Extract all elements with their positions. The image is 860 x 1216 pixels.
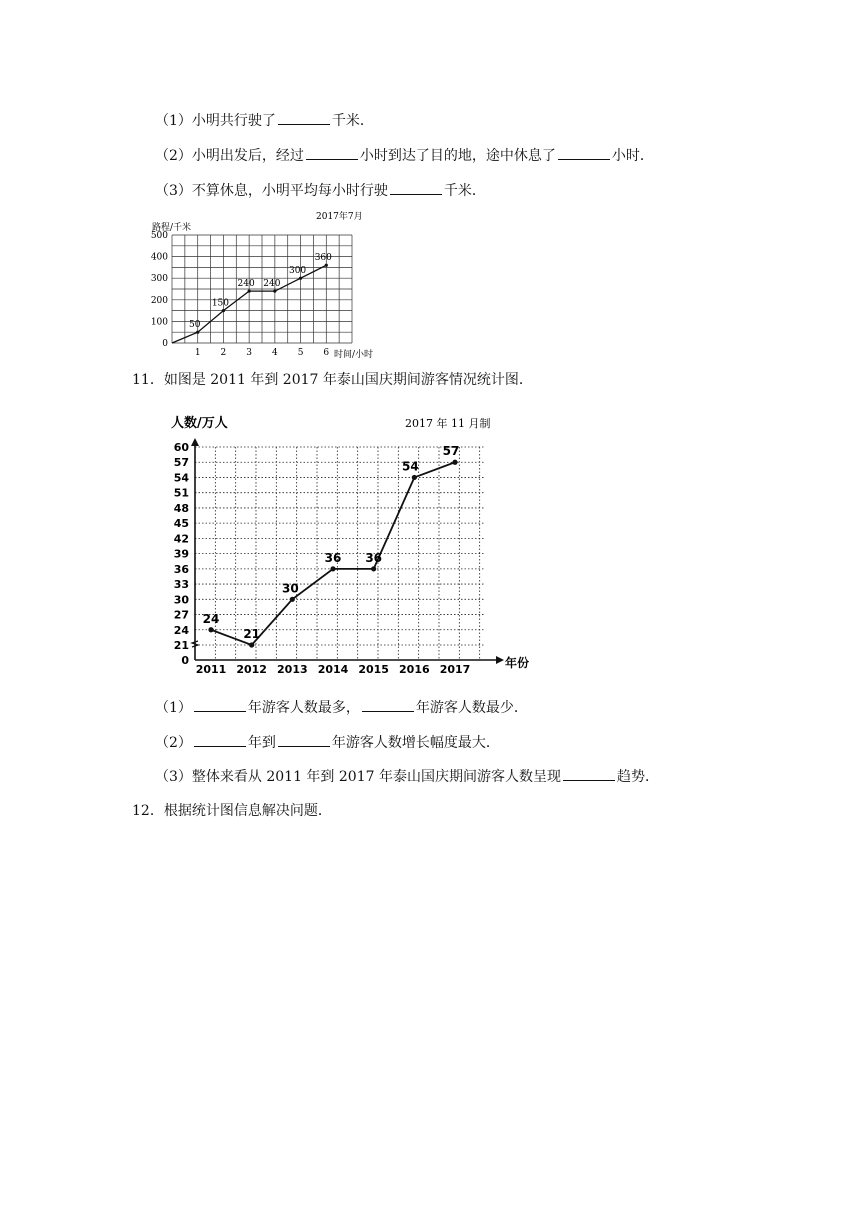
q10-sub2-text-c: 小时． — [611, 148, 654, 164]
q11-sub3-text-b: 趋势． — [616, 769, 659, 785]
y-tick-label: 60 — [173, 441, 189, 454]
data-point — [196, 331, 199, 334]
data-label: 50 — [188, 320, 201, 331]
data-point — [249, 642, 254, 647]
x-tick-label: 1 — [194, 348, 201, 358]
y-axis-arrow — [191, 438, 199, 446]
y-tick-label: 30 — [173, 593, 189, 607]
y-tick-label: 57 — [173, 456, 189, 470]
x-tick-label: 2011 — [195, 663, 227, 676]
x-tick-label: 2 — [220, 348, 227, 358]
q11-sub1-text-b: 年游客人数最多， — [247, 700, 360, 716]
q11-sub1-text-a: （1） — [155, 700, 192, 716]
answer-blank[interactable] — [194, 732, 246, 747]
chart-axes — [151, 231, 330, 358]
answer-blank[interactable] — [278, 732, 330, 747]
answer-blank[interactable] — [563, 766, 615, 781]
data-label: 150 — [211, 298, 230, 309]
data-label: 30 — [281, 581, 299, 596]
x-tick-label: 2015 — [358, 663, 389, 676]
x-tick-label: 5 — [297, 348, 304, 358]
q11-sub2-text-c: 年游客人数增长幅度最大． — [331, 735, 500, 751]
distance-time-chart — [140, 205, 380, 365]
y-tick-label: 33 — [173, 578, 189, 592]
x-tick-label: 2014 — [317, 663, 349, 676]
y-tick-label: 500 — [150, 231, 168, 241]
data-label: 36 — [324, 550, 342, 565]
y-tick-label: 39 — [173, 547, 189, 561]
data-point — [330, 566, 335, 571]
q12-title: 12．根据统计图信息解决问题． — [132, 803, 332, 819]
q11-sub3-text-a: （3）整体来看从 2011 年到 2017 年泰山国庆期间游客人数呈现 — [155, 769, 561, 785]
y-tick-label: 54 — [173, 471, 189, 485]
x-tick-label: 2013 — [277, 663, 308, 676]
q10-sub2 — [155, 145, 654, 166]
data-label: 360 — [314, 253, 332, 264]
data-label: 24 — [202, 611, 220, 626]
q11-title: 11．如图是 2011 年到 2017 年泰山国庆期间游客情况统计图． — [132, 372, 533, 388]
data-point — [371, 566, 376, 571]
data-label: 36 — [365, 550, 383, 565]
y-tick-label: 21 — [173, 639, 189, 652]
answer-blank[interactable] — [194, 697, 246, 712]
chart-marks — [203, 444, 460, 647]
q10-sub1 — [155, 110, 374, 131]
answer-blank[interactable] — [306, 145, 358, 160]
data-label: 300 — [288, 266, 307, 277]
x-tick-label: 4 — [271, 348, 278, 358]
y-tick-label: 300 — [150, 274, 168, 285]
data-point — [299, 277, 302, 280]
x-tick-label: 2012 — [236, 663, 267, 676]
x-axis-label: 时间/小时 — [334, 350, 374, 360]
q10-sub1-text-b: 千米． — [331, 113, 374, 129]
q10-sub2-text-a: （2）小明出发后，经过 — [155, 148, 304, 164]
data-point — [273, 290, 276, 293]
answer-blank[interactable] — [278, 110, 330, 125]
chart-marks — [172, 253, 332, 343]
x-tick-label: 2016 — [399, 663, 430, 676]
q11-sub3 — [155, 766, 659, 787]
data-point — [208, 627, 213, 632]
data-point — [412, 475, 417, 480]
q11-sub1 — [155, 697, 528, 718]
y-tick-label: 24 — [173, 623, 189, 637]
x-axis-arrow — [496, 656, 504, 664]
axis-break-mark — [192, 641, 198, 647]
y-tick-label: 27 — [173, 608, 189, 622]
y-tick-label: 0 — [181, 654, 189, 667]
data-point — [325, 264, 328, 267]
y-tick-label: 42 — [173, 532, 189, 546]
q11-sub2 — [155, 732, 500, 753]
y-axis-label: 路程/千米 — [152, 223, 192, 233]
y-tick-label: 51 — [173, 486, 189, 500]
y-tick-label: 45 — [173, 517, 189, 531]
y-tick-label: 100 — [150, 317, 168, 328]
data-point — [452, 460, 457, 465]
data-label: 21 — [243, 627, 261, 641]
q11-sub1-text-c: 年游客人数最少． — [415, 700, 528, 716]
q10-sub3-text-b: 千米． — [443, 183, 486, 199]
data-label: 240 — [237, 279, 255, 290]
y-tick-label: 0 — [162, 339, 168, 349]
data-label: 240 — [263, 279, 281, 290]
chart-note: 2017 年 11 月制 — [405, 417, 491, 430]
answer-blank[interactable] — [390, 180, 442, 195]
data-point — [290, 597, 295, 602]
data-label: 57 — [442, 444, 460, 459]
y-tick-label: 400 — [150, 252, 168, 263]
q10-sub3-text-a: （3）不算休息，小明平均每小时行驶 — [155, 183, 388, 199]
x-tick-label: 2017 — [439, 663, 471, 676]
y-tick-label: 200 — [150, 295, 168, 306]
q10-sub3 — [155, 180, 486, 201]
data-label: 54 — [401, 459, 419, 474]
data-point — [248, 290, 251, 293]
q11-sub2-text-b: 年到 — [247, 735, 276, 751]
chart-note: 2017年7月 — [316, 212, 363, 222]
q11-sub2-text-a: （2） — [155, 735, 192, 751]
y-tick-label: 48 — [173, 501, 189, 515]
x-tick-label: 6 — [323, 348, 330, 358]
y-tick-label: 36 — [173, 562, 189, 576]
tourist-line-chart — [165, 405, 540, 680]
y-axis-label: 人数/万人 — [171, 416, 228, 431]
q10-sub2-text-b: 小时到达了目的地，途中休息了 — [359, 148, 556, 164]
q10-sub1-text-a: （1）小明共行驶了 — [155, 113, 276, 129]
data-point — [222, 309, 225, 312]
answer-blank[interactable] — [558, 145, 610, 160]
answer-blank[interactable] — [362, 697, 414, 712]
x-axis-label: 年份 — [505, 656, 530, 670]
x-tick-label: 3 — [246, 348, 253, 358]
